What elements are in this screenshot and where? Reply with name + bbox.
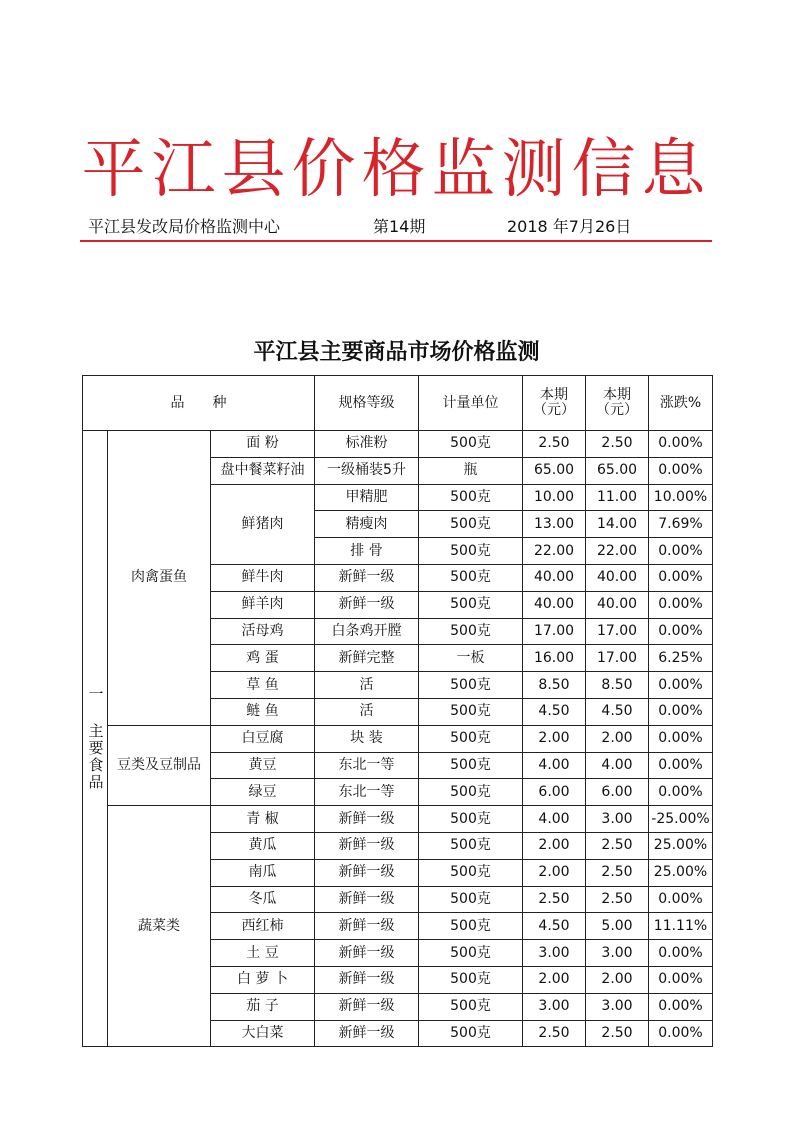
item-unit: 500克 (419, 806, 523, 833)
item-spec: 白条鸡开膛 (315, 618, 419, 645)
item-change: 0.00% (649, 431, 713, 458)
item-prev-price: 2.00 (523, 859, 586, 886)
item-prev-price: 6.00 (523, 779, 586, 806)
item-spec: 新鲜一级 (315, 886, 419, 913)
item-change: 7.69% (649, 511, 713, 538)
item-prev-price: 40.00 (523, 591, 586, 618)
item-name: 土 豆 (211, 940, 315, 967)
item-change: 25.00% (649, 859, 713, 886)
item-unit: 500克 (419, 859, 523, 886)
item-spec: 新鲜完整 (315, 645, 419, 672)
item-prev-price: 2.50 (523, 431, 586, 458)
item-unit: 500克 (419, 832, 523, 859)
document-title: 平江县价格监测信息 (81, 133, 712, 207)
item-spec: 标准粉 (315, 431, 419, 458)
item-curr-price: 2.50 (586, 832, 649, 859)
item-unit: 500克 (419, 940, 523, 967)
item-unit: 500克 (419, 993, 523, 1020)
item-curr-price: 6.00 (586, 779, 649, 806)
item-prev-price: 8.50 (523, 672, 586, 699)
item-prev-price: 4.00 (523, 806, 586, 833)
item-name: 大白菜 (211, 1020, 315, 1047)
item-curr-price: 17.00 (586, 618, 649, 645)
item-spec: 精瘦肉 (315, 511, 419, 538)
item-curr-price: 2.50 (586, 431, 649, 458)
item-name: 白 萝 卜 (211, 966, 315, 993)
item-curr-price: 3.00 (586, 993, 649, 1020)
item-unit: 500克 (419, 752, 523, 779)
item-unit: 500克 (419, 779, 523, 806)
item-name: 白豆腐 (211, 725, 315, 752)
item-curr-price: 40.00 (586, 564, 649, 591)
item-name: 面 粉 (211, 431, 315, 458)
item-spec: 新鲜一级 (315, 832, 419, 859)
item-unit: 500克 (419, 484, 523, 511)
item-change: 0.00% (649, 779, 713, 806)
table-row (83, 431, 713, 458)
item-curr-price: 14.00 (586, 511, 649, 538)
item-unit: 500克 (419, 564, 523, 591)
item-name: 茄 子 (211, 993, 315, 1020)
item-name: 鲜羊肉 (211, 591, 315, 618)
item-prev-price: 65.00 (523, 457, 586, 484)
issue-number: 第14期 (373, 217, 426, 236)
item-name: 黄瓜 (211, 832, 315, 859)
item-spec: 新鲜一级 (315, 993, 419, 1020)
item-spec: 活 (315, 672, 419, 699)
item-unit: 500克 (419, 725, 523, 752)
item-spec: 新鲜一级 (315, 966, 419, 993)
item-prev-price: 13.00 (523, 511, 586, 538)
item-curr-price: 65.00 (586, 457, 649, 484)
item-spec: 新鲜一级 (315, 1020, 419, 1047)
item-unit: 500克 (419, 886, 523, 913)
group-veg: 蔬菜类 (108, 806, 211, 1047)
item-curr-price: 4.50 (586, 698, 649, 725)
item-unit: 500克 (419, 431, 523, 458)
item-change: 6.25% (649, 645, 713, 672)
item-curr-price: 4.00 (586, 752, 649, 779)
item-name: 西红柿 (211, 913, 315, 940)
item-spec: 排 骨 (315, 538, 419, 565)
item-name: 鸡 蛋 (211, 645, 315, 672)
item-spec: 新鲜一级 (315, 940, 419, 967)
col-curr-price: 本期（元） (586, 376, 649, 431)
item-prev-price: 2.50 (523, 886, 586, 913)
item-prev-price: 40.00 (523, 564, 586, 591)
item-unit: 500克 (419, 1020, 523, 1047)
item-name: 草 鱼 (211, 672, 315, 699)
item-prev-price: 2.00 (523, 725, 586, 752)
item-spec: 新鲜一级 (315, 564, 419, 591)
item-name: 鲢 鱼 (211, 698, 315, 725)
item-change: 0.00% (649, 457, 713, 484)
item-unit: 500克 (419, 591, 523, 618)
item-curr-price: 2.00 (586, 966, 649, 993)
item-spec: 东北一等 (315, 779, 419, 806)
item-prev-price: 4.00 (523, 752, 586, 779)
item-spec: 新鲜一级 (315, 859, 419, 886)
col-change: 涨跌% (649, 376, 713, 431)
item-prev-price: 2.00 (523, 966, 586, 993)
table-header-row (83, 376, 713, 431)
item-change: 25.00% (649, 832, 713, 859)
col-prev-price: 本期（元） (523, 376, 586, 431)
item-name: 黄豆 (211, 752, 315, 779)
col-variety: 品 种 (83, 376, 315, 431)
item-change: 0.00% (649, 966, 713, 993)
item-curr-price: 5.00 (586, 913, 649, 940)
item-change: 11.11% (649, 913, 713, 940)
item-curr-price: 2.00 (586, 725, 649, 752)
main-category-cell: 一 主要食品 (83, 431, 108, 1047)
item-name: 盘中餐菜籽油 (211, 457, 315, 484)
item-prev-price: 10.00 (523, 484, 586, 511)
item-name: 冬瓜 (211, 886, 315, 913)
group-bean: 豆类及豆制品 (108, 725, 211, 805)
item-change: 0.00% (649, 672, 713, 699)
item-curr-price: 11.00 (586, 484, 649, 511)
item-prev-price: 16.00 (523, 645, 586, 672)
item-unit: 一板 (419, 645, 523, 672)
item-curr-price: 3.00 (586, 806, 649, 833)
item-change: 0.00% (649, 886, 713, 913)
item-name: 鲜猪肉 (211, 484, 315, 564)
item-curr-price: 8.50 (586, 672, 649, 699)
item-prev-price: 17.00 (523, 618, 586, 645)
table-row (83, 725, 713, 752)
issue-date: 2018 年7月26日 (507, 217, 632, 236)
item-change: 0.00% (649, 1020, 713, 1047)
item-change: -25.00% (649, 806, 713, 833)
item-unit: 瓶 (419, 457, 523, 484)
item-spec: 活 (315, 698, 419, 725)
header-divider (80, 240, 712, 242)
item-name: 鲜牛肉 (211, 564, 315, 591)
item-unit: 500克 (419, 913, 523, 940)
table-row (83, 806, 713, 833)
item-spec: 甲精肥 (315, 484, 419, 511)
item-unit: 500克 (419, 511, 523, 538)
group-meat: 肉禽蛋鱼 (108, 431, 211, 726)
item-change: 0.00% (649, 993, 713, 1020)
item-prev-price: 22.00 (523, 538, 586, 565)
item-name: 青 椒 (211, 806, 315, 833)
item-prev-price: 3.00 (523, 940, 586, 967)
table-title: 平江县主要商品市场价格监测 (253, 340, 540, 365)
item-spec: 新鲜一级 (315, 806, 419, 833)
item-spec: 块 装 (315, 725, 419, 752)
item-change: 0.00% (649, 752, 713, 779)
price-table (82, 375, 713, 1047)
item-curr-price: 3.00 (586, 940, 649, 967)
item-prev-price: 2.00 (523, 832, 586, 859)
item-curr-price: 2.50 (586, 886, 649, 913)
item-name: 南瓜 (211, 859, 315, 886)
item-unit: 500克 (419, 618, 523, 645)
item-change: 0.00% (649, 940, 713, 967)
item-prev-price: 4.50 (523, 698, 586, 725)
item-unit: 500克 (419, 538, 523, 565)
item-spec: 东北一等 (315, 752, 419, 779)
item-curr-price: 40.00 (586, 591, 649, 618)
item-change: 0.00% (649, 725, 713, 752)
item-unit: 500克 (419, 698, 523, 725)
item-curr-price: 2.50 (586, 1020, 649, 1047)
item-prev-price: 2.50 (523, 1020, 586, 1047)
item-unit: 500克 (419, 672, 523, 699)
item-curr-price: 22.00 (586, 538, 649, 565)
issuing-org: 平江县发改局价格监测中心 (88, 217, 281, 236)
item-name: 绿豆 (211, 779, 315, 806)
item-spec: 一级桶装5升 (315, 457, 419, 484)
item-change: 0.00% (649, 618, 713, 645)
col-unit: 计量单位 (419, 376, 523, 431)
item-change: 10.00% (649, 484, 713, 511)
item-curr-price: 2.50 (586, 859, 649, 886)
item-change: 0.00% (649, 564, 713, 591)
item-change: 0.00% (649, 591, 713, 618)
item-name: 活母鸡 (211, 618, 315, 645)
item-prev-price: 4.50 (523, 913, 586, 940)
item-change: 0.00% (649, 538, 713, 565)
item-spec: 新鲜一级 (315, 913, 419, 940)
item-curr-price: 17.00 (586, 645, 649, 672)
col-spec: 规格等级 (315, 376, 419, 431)
item-unit: 500克 (419, 966, 523, 993)
item-spec: 新鲜一级 (315, 591, 419, 618)
item-change: 0.00% (649, 698, 713, 725)
item-prev-price: 3.00 (523, 993, 586, 1020)
